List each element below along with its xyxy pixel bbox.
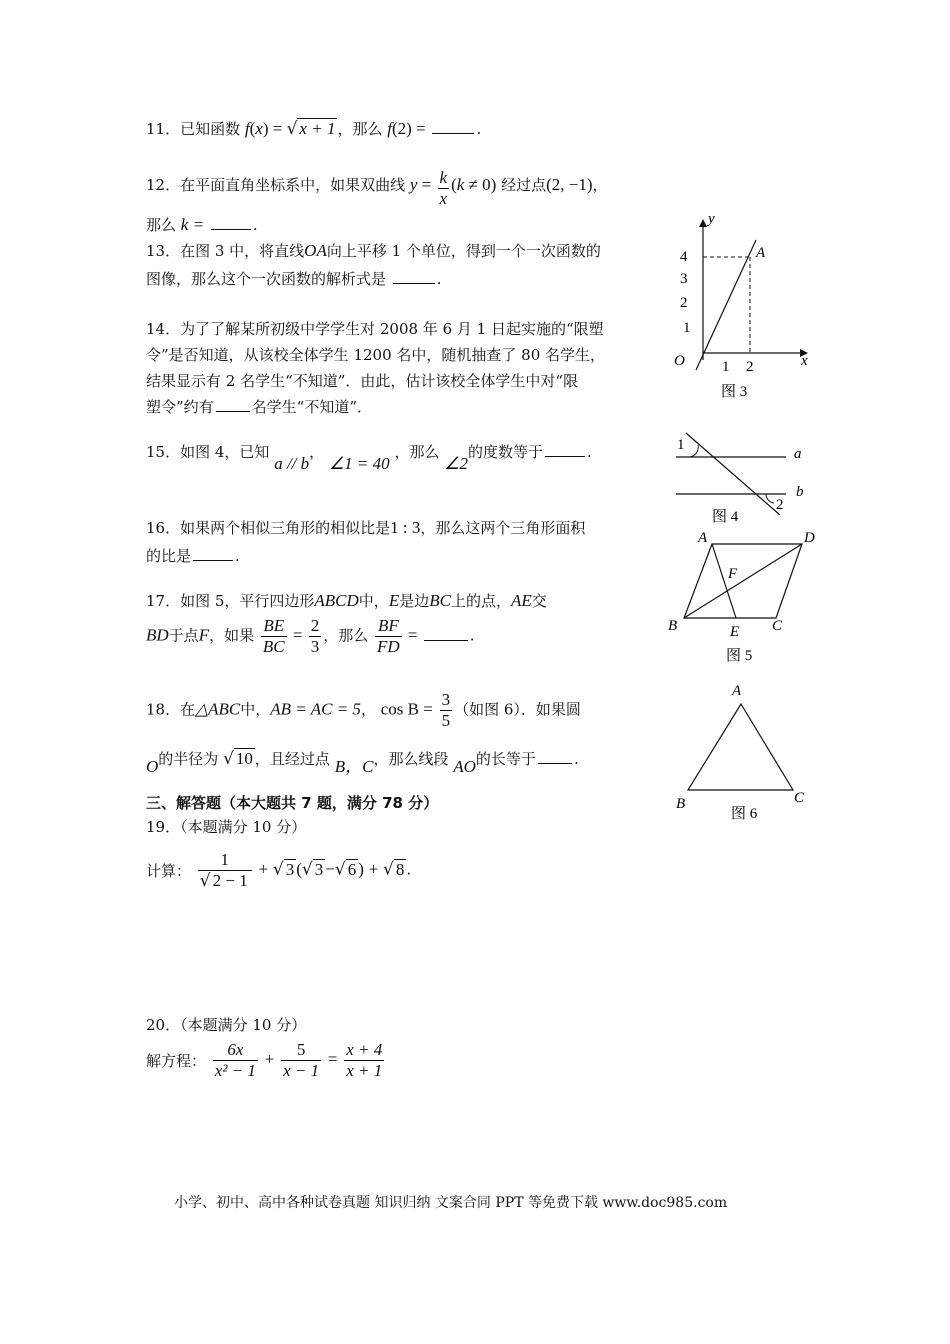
point-a-label: A — [756, 245, 766, 261]
x-label: x — [801, 353, 808, 369]
answer-blank[interactable] — [393, 271, 435, 284]
figure-caption: 图 4 — [712, 509, 739, 525]
question-19-expr: 计算： $\frac{1}{√ 2 - 1}$ + √ 3 (√ 3 −√ 6 ) + √ 8 . — [146, 850, 412, 891]
figure-6 — [668, 680, 818, 825]
angle-1-label: 1 — [677, 437, 685, 453]
q11-text: 11．已知函数 — [146, 120, 241, 138]
y-axis-arrow-icon — [699, 219, 707, 227]
vertex-c-label: C — [772, 618, 783, 634]
section-title: 三、解答题（本大题共 7 题，满分 78 分） — [146, 794, 439, 812]
figure-caption: 图 6 — [731, 806, 758, 822]
tick-label: 2 — [746, 359, 754, 375]
question-20-head: 20．（本题满分 10 分） — [146, 1016, 307, 1034]
question-12: 12．在平面直角坐标系中，如果双曲线 y = $\frac{k}{x}$ (k ≠ 0) 经过点(2, −1)， — [146, 168, 608, 208]
figure-caption: 图 3 — [721, 384, 748, 400]
line-a-label: a — [794, 446, 802, 462]
figure-caption: 图 5 — [726, 648, 753, 664]
footer: 小学、初中、高中各种试卷真题 知识归纳 文案合同 PPT 等免费下载 www.doc985.com — [174, 1195, 728, 1211]
tick-label: 2 — [680, 295, 688, 311]
answer-blank[interactable] — [545, 444, 585, 457]
diagonal-bd — [684, 544, 802, 618]
question-11: 11．已知函数 f(x) = √ x + 1 ，那么 f(2) = . — [146, 119, 482, 139]
question-18-line2: O的半径为 √ 10 ，且经过点 B，C，那么线段 AO的长等于 . — [146, 749, 579, 776]
angle-1-arc — [690, 445, 698, 457]
question-17-line2: BD于点F，如果 $\frac{BE}{BC}$ = $\frac{2}{3}$ ，那么 $\frac{BF}{FD}$ = . — [146, 616, 475, 656]
question-15: 15．如图 4，已知 a // b， ∠1 = 40 ，那么 ∠2的度数等于 . — [146, 443, 592, 473]
angle-2-label: 2 — [776, 497, 784, 513]
angle-2-arc — [766, 494, 774, 503]
figure-5 — [660, 526, 830, 671]
line-oa — [696, 240, 756, 370]
figure-4 — [668, 425, 818, 530]
question-14: 14．为了了解某所初级中学学生对 2008 年 6 月 1 日起实施的“限塑 令”是否知道，从该校全体学生 1200 名中，随机抽查了 80 名学生， 结果显示有 2 名学生“不知道”．由此，估计该校全体学生中对“限 塑令”约有 名学生“不知道”． — [146, 320, 606, 416]
question-13: 13．在图 3 中，将直线OA向上平移 1 个单位，得到一个一次函数的 — [146, 241, 601, 260]
answer-blank[interactable] — [432, 121, 474, 134]
vertex-b-label: B — [668, 618, 678, 634]
answer-blank[interactable] — [211, 217, 251, 230]
vertex-a-label: A — [698, 530, 708, 546]
answer-blank[interactable] — [193, 548, 233, 561]
vertex-b-label: B — [676, 796, 686, 812]
q11-mid: ，那么 — [337, 120, 383, 138]
origin-label: O — [674, 353, 685, 369]
tick-label: 1 — [722, 359, 730, 375]
line-b-label: b — [796, 484, 804, 500]
answer-blank[interactable] — [216, 399, 250, 412]
question-12-line2: 那么 k = . — [146, 215, 258, 234]
question-20-expr: 解方程： $\frac{6x}{\text{x² − 1}}$ + $\frac{5}{x - 1}$ = $\frac{x + 4}{x + 1}$ — [146, 1040, 383, 1080]
question-18: 18．在△ABC中，AB = AC = 5， cos B = $\frac{3}{5}$ （如图 6）．如果圆 — [146, 690, 581, 730]
vertex-a-label: A — [732, 683, 742, 699]
question-13-line2: 图像，那么这个一次函数的解析式是 . — [146, 270, 442, 288]
tick-label: 3 — [680, 271, 688, 287]
triangle-abc — [688, 704, 793, 790]
q11-function: f — [244, 119, 250, 138]
y-label: y — [708, 211, 715, 227]
answer-blank[interactable] — [424, 628, 468, 641]
question-19-head: 19．（本题满分 10 分） — [146, 818, 307, 836]
tick-label: 4 — [680, 249, 688, 265]
point-e-label: E — [730, 624, 740, 640]
transversal — [686, 433, 780, 515]
vertex-c-label: C — [794, 790, 805, 806]
point-f-label: F — [728, 566, 738, 582]
vertex-d-label: D — [804, 530, 815, 546]
answer-blank[interactable] — [538, 751, 572, 764]
figure-3 — [668, 205, 818, 405]
question-16: 16．如果两个相似三角形的相似比是1 : 3，那么这两个三角形面积 的比是 . — [146, 518, 586, 565]
tick-label: 1 — [683, 320, 691, 336]
question-17: 17．如图 5，平行四边形ABCD中，E是边BC上的点，AE交 — [146, 591, 547, 610]
